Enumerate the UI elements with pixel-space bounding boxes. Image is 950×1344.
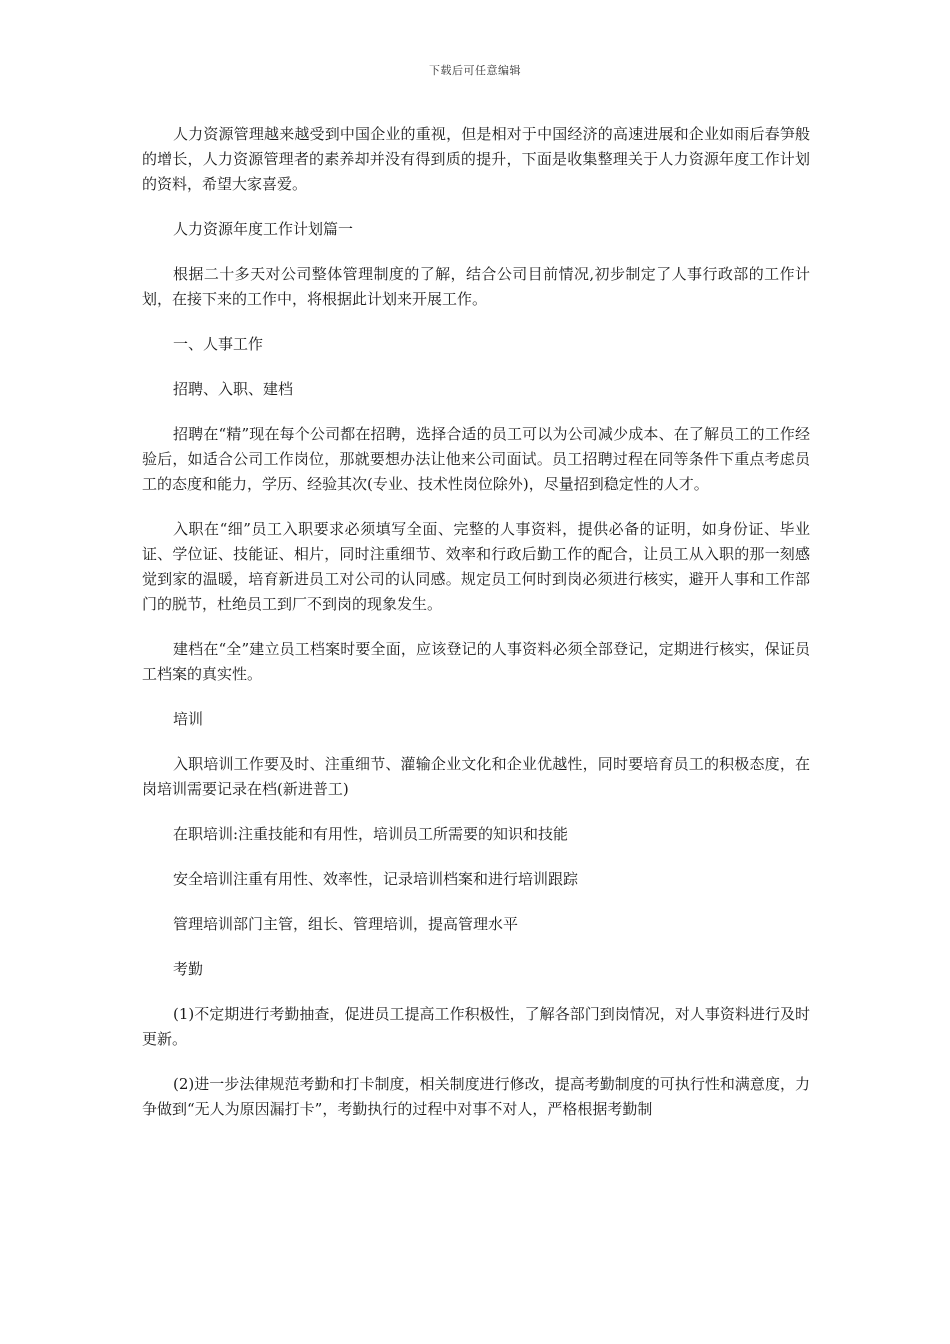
paragraph-onboarding: 入职在“细”员工入职要求必须填写全面、完整的人事资料，提供必备的证明，如身份证、毕业证、学位证、技能证、相片，同时注重细节、效率和行政后勤工作的配合，让员工从入职的那一刻感觉到家的温暖，培育新进员工对公司的认同感。规定员工何时到岗必须进行核实，避开人事和工作部门的脱节，杜绝员工到厂不到岗的现象发生。 bbox=[142, 520, 810, 613]
paragraph-archiving: 建档在“全”建立员工档案时要全面，应该登记的人事资料必须全部登记，定期进行核实，保证员工档案的真实性。 bbox=[142, 640, 810, 683]
paragraph-management-training: 管理培训部门主管，组长、管理培训，提高管理水平 bbox=[173, 915, 519, 933]
heading-attendance: 考勤 bbox=[173, 960, 204, 978]
section-title: 人力资源年度工作计划篇一 bbox=[173, 220, 354, 238]
paragraph-onboarding-training: 入职培训工作要及时、注重细节、灌输企业文化和企业优越性，同时要培育员工的积极态度，在岗培训需要记录在档(新进普工) bbox=[142, 755, 810, 798]
paragraph-on-job-training: 在职培训:注重技能和有用性，培训员工所需要的知识和技能 bbox=[173, 825, 569, 843]
heading-training: 培训 bbox=[173, 710, 204, 728]
paragraph-overview: 根据二十多天对公司整体管理制度的了解，结合公司目前情况,初步制定了人事行政部的工作计划，在接下来的工作中，将根据此计划来开展工作。 bbox=[142, 265, 810, 308]
paragraph-attendance-2: (2)进一步法律规范考勤和打卡制度，相关制度进行修改，提高考勤制度的可执行性和满意度，力争做到“无人为原因漏打卡”，考勤执行的过程中对事不对人，严格根据考勤制 bbox=[142, 1075, 810, 1118]
paragraph-attendance-1: (1)不定期进行考勤抽查，促进员工提高工作积极性，了解各部门到岗情况，对人事资料进行及时更新。 bbox=[142, 1005, 810, 1048]
paragraph-safety-training: 安全培训注重有用性、效率性，记录培训档案和进行培训跟踪 bbox=[173, 870, 579, 888]
heading-recruitment: 招聘、入职、建档 bbox=[173, 380, 294, 398]
paragraph-intro: 人力资源管理越来越受到中国企业的重视，但是相对于中国经济的高速进展和企业如雨后春笋般的增长，人力资源管理者的素养却并没有得到质的提升，下面是收集整理关于人力资源年度工作计划的资料，希望大家喜爱。 bbox=[142, 125, 810, 193]
document-body bbox=[142, 122, 810, 1142]
heading-personnel-work: 一、人事工作 bbox=[173, 335, 264, 353]
page-header: 下载后可任意编辑 bbox=[429, 64, 521, 77]
paragraph-recruitment: 招聘在“精”现在每个公司都在招聘，选择合适的员工可以为公司减少成本、在了解员工的工作经验后，如适合公司工作岗位，那就要想办法让他来公司面试。员工招聘过程在同等条件下重点考虑员工的态度和能力，学历、经验其次(专业、技术性岗位除外)，尽量招到稳定性的人才。 bbox=[142, 425, 810, 493]
